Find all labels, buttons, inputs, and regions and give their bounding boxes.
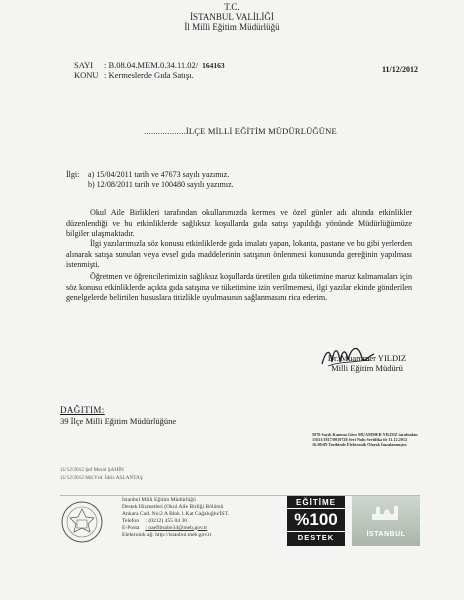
sayi-number: 164163 [202,61,225,70]
footer-email [122,525,229,532]
header-directorate: İl Milli Eğitim Müdürlüğü [184,22,280,32]
distribution-body: 39 İlçe Milli Eğitim Müdürlüğüne [60,416,177,426]
signatory-title: Milli Eğitim Müdürü [331,363,403,373]
footer-department: Destek Hizmetleri (Okul Aile Birliği Bölümü [122,503,224,510]
ref-item-a: a) 15/04/2011 tarih ve 47673 sayılı yazımız. [88,170,230,179]
support-badge [287,496,345,546]
konu-label: KONU [74,70,99,80]
phone-value: : (0212) 455 04 30 [145,517,188,524]
addressee-dots: .................. [144,126,186,136]
footer-website[interactable]: Elektronik ağ: http://istanbul.meb.gov.tr [122,531,212,538]
distribution-title: DAĞITIM: [60,405,105,415]
city-logo-caption: İSTANBUL [366,531,406,538]
ref-item-b: b) 12/08/2011 tarih ve 100480 sayılı yazımız. [88,180,234,189]
city-skyline-icon [370,502,402,522]
konu-value: : Kermeslerde Gıda Satışı. [104,70,194,80]
email-label: E-Posta [122,524,140,531]
approval-line-2: 11/12/2012 Md.Yrd. İdris ASLANTAŞ [60,475,143,481]
subject-line [74,70,194,80]
phone-label: Telefon [122,517,140,524]
footer-org: İstanbul Milli Eğitim Müdürlüğü [122,497,196,503]
signatory-name: Dr. Muammer YILDIZ [327,353,407,363]
body-paragraph-1: Okul Aile Birlikleri tarafından okullarımızda kermes ve özel günler adı altında etkinlikler düzenlendiği ve bu etkinliklerde sağlıksız koşullarda gıda satışı yapıldığı yönünde Müdürlüğümüze bilgiler ulaşmaktadır. [66,208,412,238]
istanbul-logo [352,496,420,546]
footer-contact [122,497,229,538]
badge-bottom-text: DESTEK [287,531,345,542]
footer [60,495,420,546]
body-paragraph-2: İlgi yazılarımızla söz konusu etkinliklerde gıda imalatı yapan, lokanta, pastane ve bu gibi yerlerden alınarak satışa sunulan veya evsel gıda maddelerinin satışının önlenmesi konusunda gereğinin yapılması istenmişti. [66,239,412,269]
badge-top-text: EĞİTİME [287,498,345,509]
addressee [144,126,337,136]
footer-phone [122,518,229,525]
header-tc: T.C. [224,2,240,12]
ministry-crest-icon [60,500,104,544]
sayi-label: SAYI [74,60,94,70]
ref-number-line [74,60,225,70]
header-governorship: İSTANBUL VALİLİĞİ [190,12,274,22]
body-paragraph-3: Öğretmen ve öğrencilerimizin sağlıksız koşullarda üretilen gıda tüketimine maruz kalmamaları için söz konusu etkinliklerde açıkta gıda satışına ve tüketimine izin verilmemesi, ilgi yazılar ekinde gönderilen genelgelerde belirtilen hususlara titizlikle uyulmasının sağlanmasını rica ederim. [66,272,412,302]
approval-line-1: 11/12/2012 Şef Meral ŞAHİN [60,467,124,473]
sayi-value: : B.08.04.MEM.0.34.11.02/ [104,60,199,70]
e-signature-note: 5070 Sayılı Kanuna Göre MUAMMER YILDIZ tarafından 11631/1817/0010728 Seri Nolu Sertifika ile 11.12.2012 16:00:09 Tarihinde Elektronik Olarak İmzalanmıştır. [312,432,418,448]
email-value[interactable]: : oaeflbsube34@meb.gov.tr [145,524,208,531]
addressee-text: İLÇE MİLLİ EĞİTİM MÜDÜRLÜĞÜNE [185,126,337,136]
footer-address: Ankara Cad. No:2 A Blok 1.Kat Cağaloğlu/İST. [122,510,229,517]
document-date: 11/12/2012 [382,65,419,74]
ref-label: İlgi: [66,170,80,179]
badge-percent: %100 [294,510,338,529]
